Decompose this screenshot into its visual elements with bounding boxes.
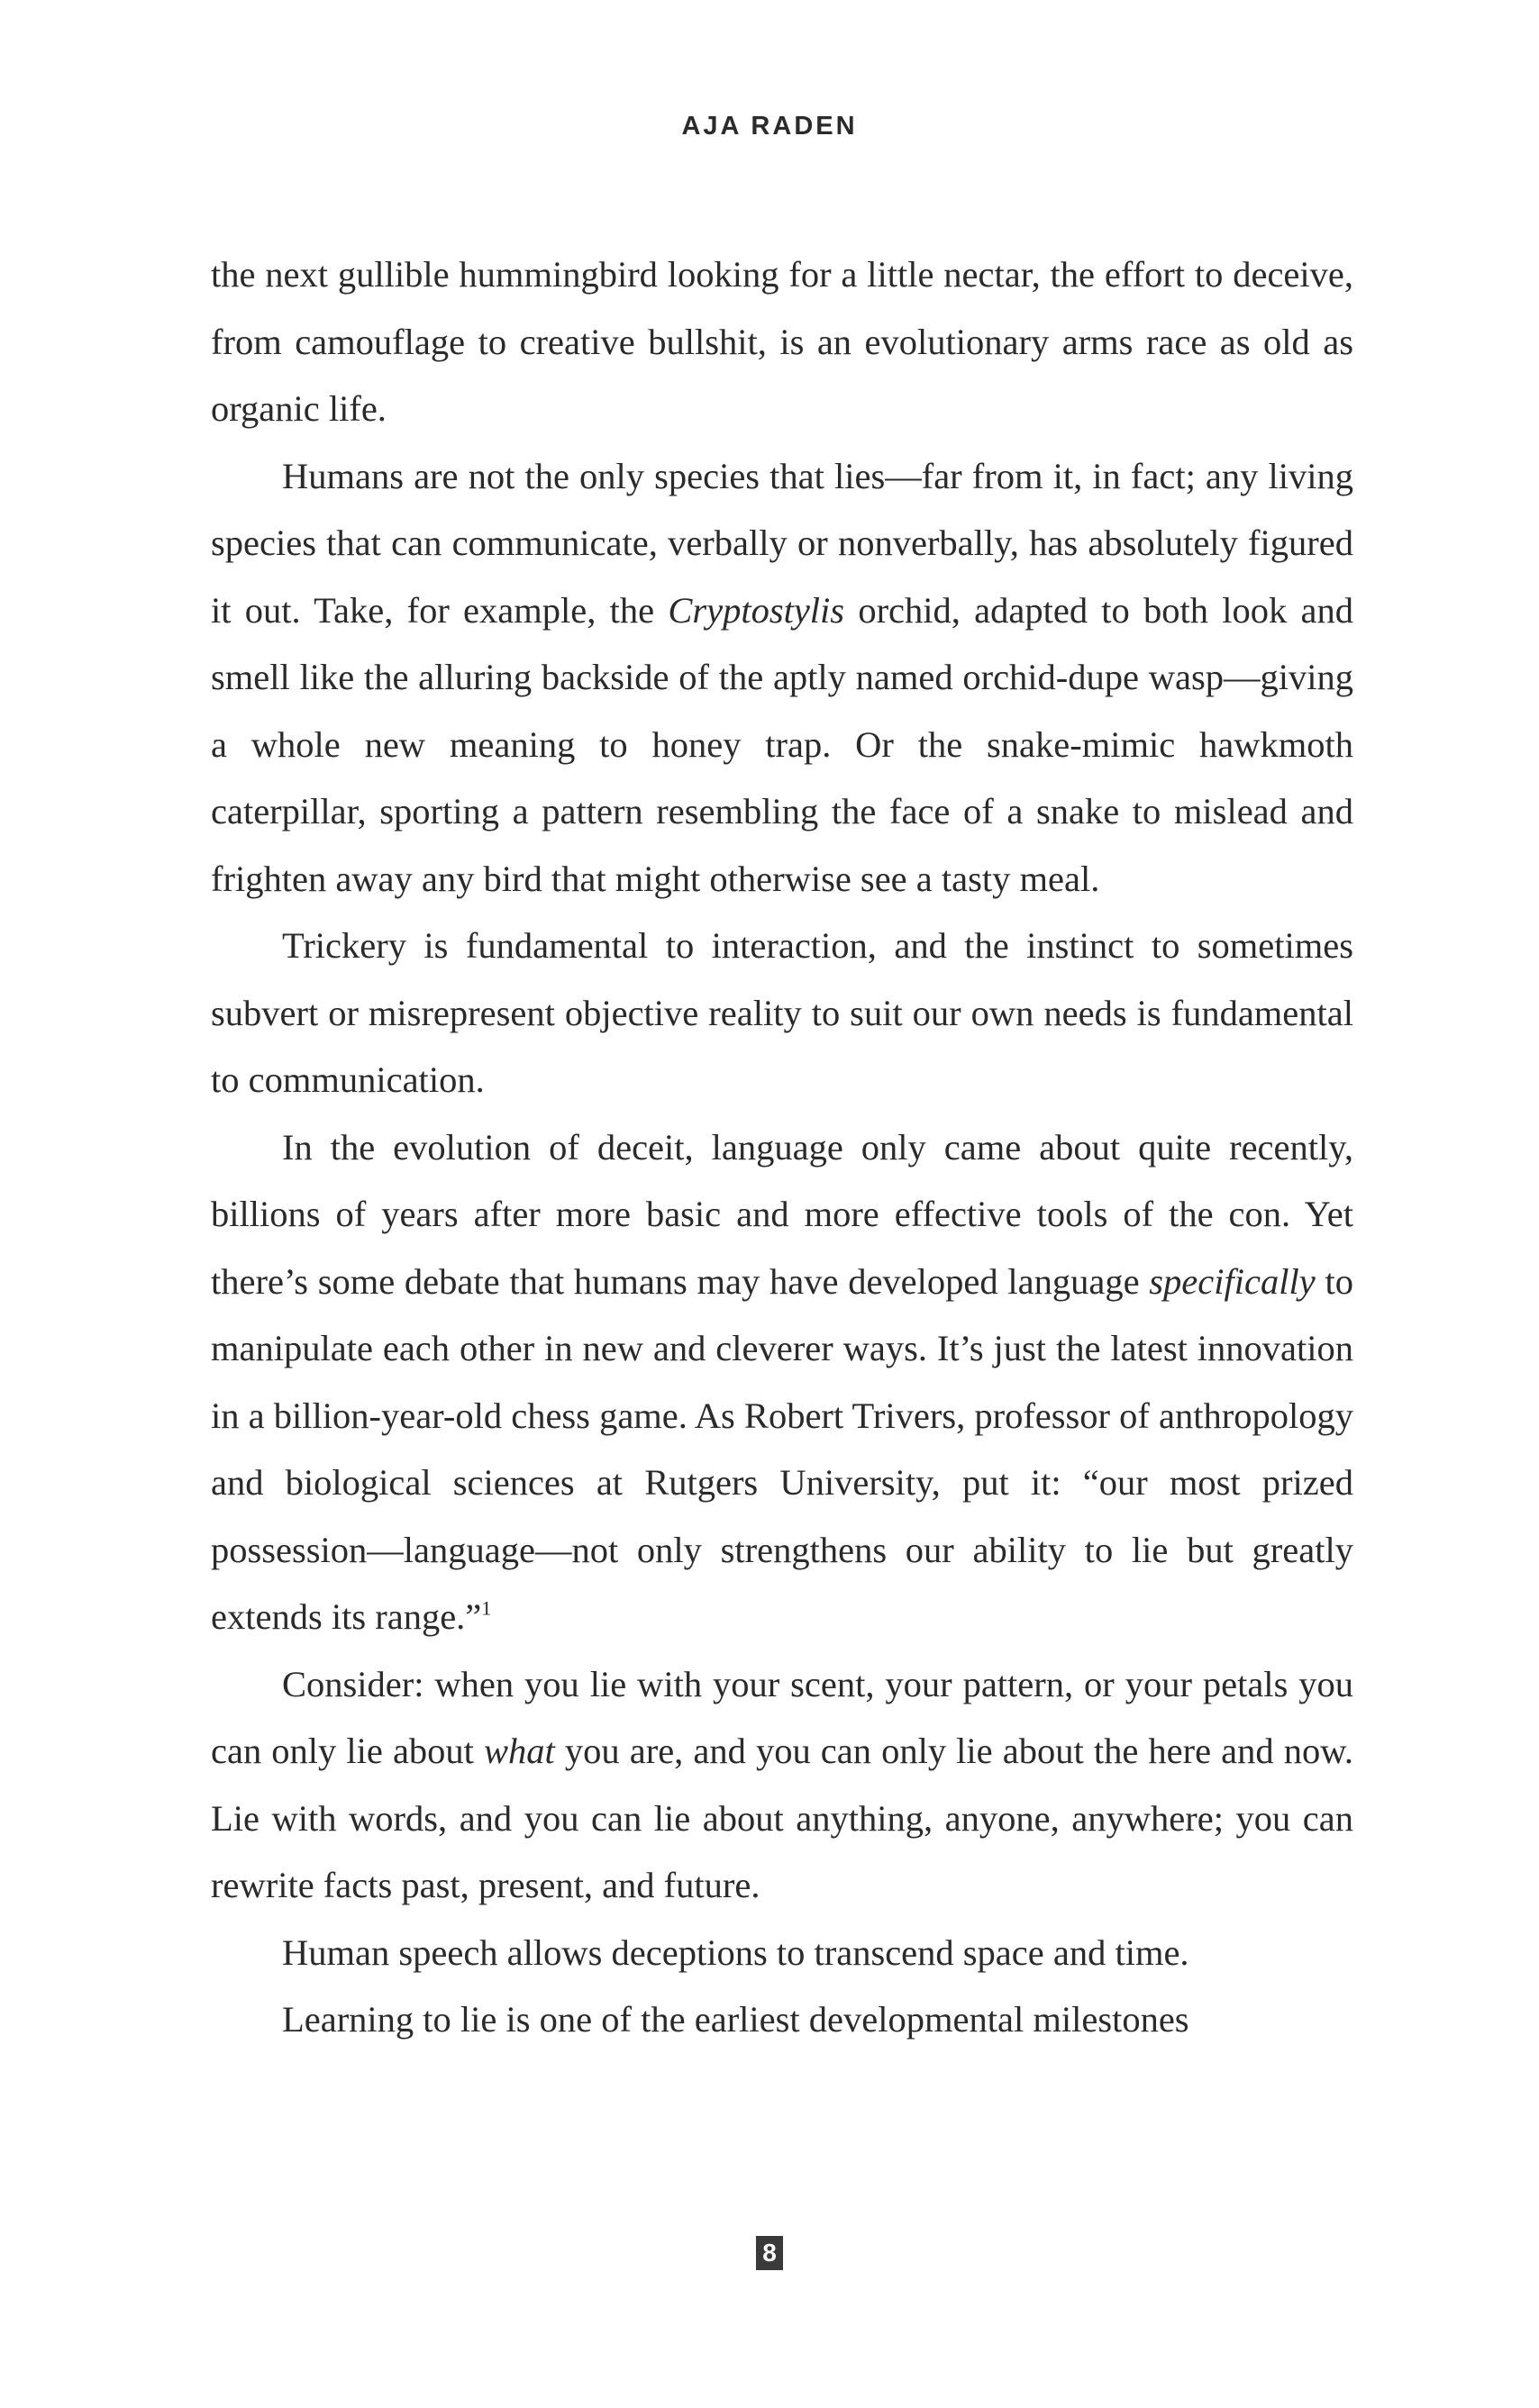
- paragraph-2: [211, 443, 1353, 913]
- paragraph-4-text-b: to manipulate each other in new and cleverer ways. It’s just the latest innovation in a billion-year-old chess game. As Robert Trivers, professor of anthropology and biological sciences at Rutgers University, put it: “our most prized possession—language—not only strengthens our ability to lie but greatly extends its range.”: [211, 1260, 1353, 1637]
- running-header: AJA RADEN: [681, 112, 858, 141]
- paragraph-2-italic-term: Cryptostylis: [668, 589, 845, 631]
- paragraph-2-text-b: orchid, adapted to both look and smell like the alluring backside of the aptly named orchid-dupe wasp—giving a whole new meaning to honey trap. Or the snake-mimic hawkmoth caterpillar, sporting a pattern resembling the face of a snake to mislead and frighten away any bird that might otherwise see a tasty meal.: [211, 589, 1353, 899]
- paragraph-5-italic-term: what: [484, 1731, 555, 1771]
- paragraph-5-text-b: you are, and you can only lie about the here and now. Lie with words, and you can lie about anything, anyone, anywhere; you can rewrite facts past, present, and future.: [211, 1731, 1353, 1905]
- paragraph-4-italic-term: specifically: [1149, 1260, 1316, 1302]
- paragraph-2-text-a: Humans are not the only species that lies—far from it, in fact; any living species that can communicate, verbally or nonverbally, has absolutely figured it out. Take, for example, the: [211, 455, 1353, 631]
- paragraph-6: Human speech allows deceptions to transcend space and time.: [282, 1931, 1189, 1973]
- footnote-marker: 1: [481, 1596, 492, 1620]
- page-number: 8: [756, 2236, 783, 2270]
- paragraph-7: Learning to lie is one of the earliest developmental milestones: [282, 1999, 1189, 2040]
- body-text: [211, 241, 1353, 2054]
- paragraph-4-text-a: In the evolution of deceit, language only came about quite recently, billions of years after more basic and more effective tools of the con. Yet there’s some debate that humans may have developed language: [211, 1126, 1353, 1302]
- paragraph-5-text-a: Consider: when you lie with your scent, your pattern, or your petals you can only lie about: [211, 1663, 1353, 1771]
- paragraph-5: [211, 1651, 1353, 1920]
- paragraph-1: the next gullible hummingbird looking for a little nectar, the effort to deceive, from camouflage to creative bullshit, is an evolutionary arms race as old as organic life.: [211, 254, 1353, 429]
- paragraph-3: Trickery is fundamental to interaction, and the instinct to sometimes subvert or misrepresent objective reality to suit our own needs is fundamental to communication.: [211, 925, 1353, 1100]
- paragraph-4: [211, 1114, 1353, 1651]
